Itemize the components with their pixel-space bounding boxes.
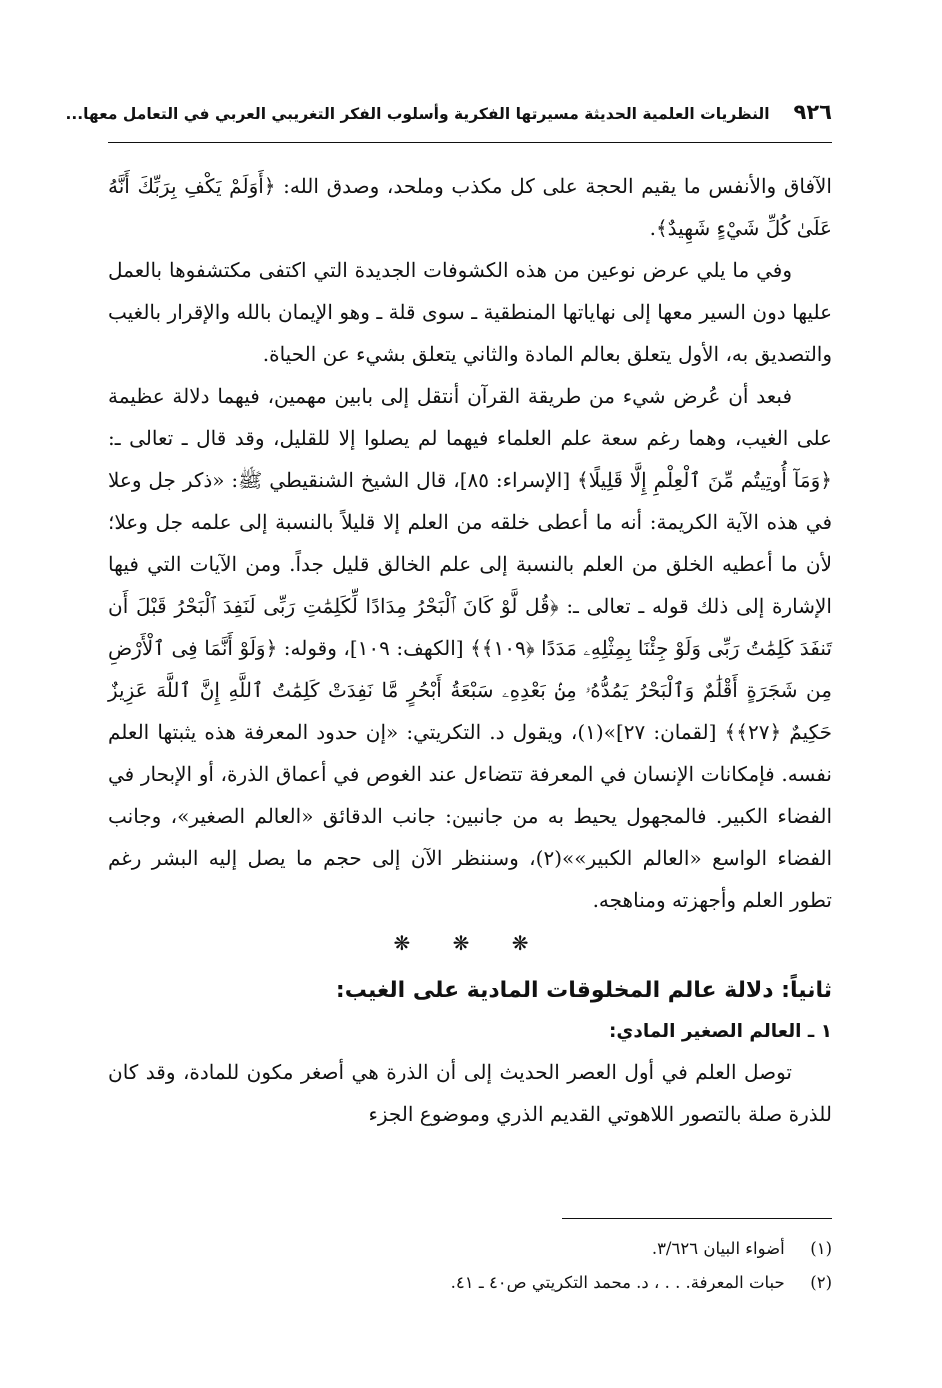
footnote-1 (108, 1232, 832, 1266)
footnote-rule (562, 1218, 832, 1219)
section-title: ثانياً: دلالة عالم المخلوقات المادية على الغيب: (335, 978, 832, 1003)
page-number: ٩٢٦ (793, 100, 832, 124)
footnote-number: (١) (810, 1239, 832, 1258)
footnote-text: أضواء البيان ٣/٦٢٦. (651, 1239, 785, 1258)
subsection-title: ١ ـ العالم الصغير المادي: (608, 1021, 832, 1042)
paragraph-4: توصل العلم في أول العصر الحديث إلى أن الذرة هي أصغر مكون للمادة، وقد كان للذرة صلة بالتصور اللاهوتي القديم الذري وموضوع الجزء (108, 1060, 832, 1126)
section-separator: ❋ ❋ ❋ (393, 931, 547, 955)
paragraph-2: وفي ما يلي عرض نوعين من هذه الكشوفات الجديدة التي اكتفى مكتشفوها بالعمل عليها دون السير معها إلى نهاياتها المنطقية ـ سوى قلة ـ وهو الإيمان بالله والإقرار بالغيب والتصديق به، الأول يتعلق بعالم المادة والثاني يتعلق بشيء عن الحياة. (108, 258, 832, 366)
paragraph-3: فبعد أن عُرض شيء من طريقة القرآن أنتقل إلى بابين مهمين، فيهما دلالة عظيمة على الغيب، وهما رغم سعة علم العلماء فيهما لم يصلوا إلا للقليل، وقد قال ـ تعالى ـ: ﴿وَمَآ أُوتِيتُم مِّنَ ٱلْعِلْمِ إِلَّا قَلِيلًا﴾ [الإسراء: ٨٥]، قال الشيخ الشنقيطي ﷺ: «ذكر جل وعلا في هذه الآية الكريمة: أنه ما أعطى خلقه من العلم إلا قليلاً بالنسبة إلى علمه جل وعلا؛ لأن ما أعطيه الخلق من العلم بالنسبة إلى علم الخالق قليل جداً. ومن الآيات التي فيها الإشارة إلى ذلك قوله ـ تعالى ـ: ﴿قُل لَّوْ كَانَ ٱلْبَحْرُ مِدَادًا لِّكَلِمَٰتِ رَبِّى لَنَفِدَ ٱلْبَحْرُ قَبْلَ أَن تَنفَدَ كَلِمَٰتُ رَبِّى وَلَوْ جِئْنَا بِمِثْلِهِۦ مَدَدًا ﴿١٠٩﴾﴾ [الكهف: ١٠٩]، وقوله: ﴿وَلَوْ أَنَّمَا فِى ٱلْأَرْضِ مِن شَجَرَةٍ أَقْلَٰمٌ وَٱلْبَحْرُ يَمُدُّهُۥ مِنۢ بَعْدِهِۦ سَبْعَةُ أَبْحُرٍ مَّا نَفِدَتْ كَلِمَٰتُ ٱللَّهِ إِنَّ ٱللَّهَ عَزِيزٌ حَكِيمٌ ﴿٢٧﴾﴾ [لقمان: ٢٧]»(١)، ويقول د. التكريتي: «إن حدود المعرفة هذه يثبتها العلم نفسه. فإمكانات الإنسان في المعرفة تتضاءل عند الغوص في أعماق الذرة، أو الإبحار في الفضاء الكبير. فالمجهول يحيط به من جانبين: جانب الدقائق «العالم الصغير»، وجانب الفضاء الواسع «العالم الكبير»»(٢)، وسننظر الآن إلى حجم ما يصل إليه البشر رغم تطور العلم وأجهزته ومناهجه. (108, 384, 833, 912)
page-header (65, 100, 832, 143)
footnote-text: حبات المعرفة. . . ، د. محمد التكريتي ص٤٠ ـ ٤١. (450, 1273, 785, 1292)
body-text (108, 165, 832, 1135)
page (65, 100, 833, 1135)
paragraph-1: الآفاق والأنفس ما يقيم الحجة على كل مكذب وملحد، وصدق الله: ﴿أَوَلَمْ يَكْفِ بِرَبِّكَ أَنَّهُ عَلَىٰ كُلِّ شَيْءٍ شَهِيدٌ﴾. (108, 174, 832, 240)
running-title: النظريات العلمية الحديثة مسيرتها الفكرية وأسلوب الفكر التغريبي العربي في التعامل معها... (65, 105, 770, 123)
footnote-number: (٢) (810, 1273, 832, 1292)
footnote-2 (108, 1266, 832, 1300)
footnotes (108, 1232, 832, 1300)
